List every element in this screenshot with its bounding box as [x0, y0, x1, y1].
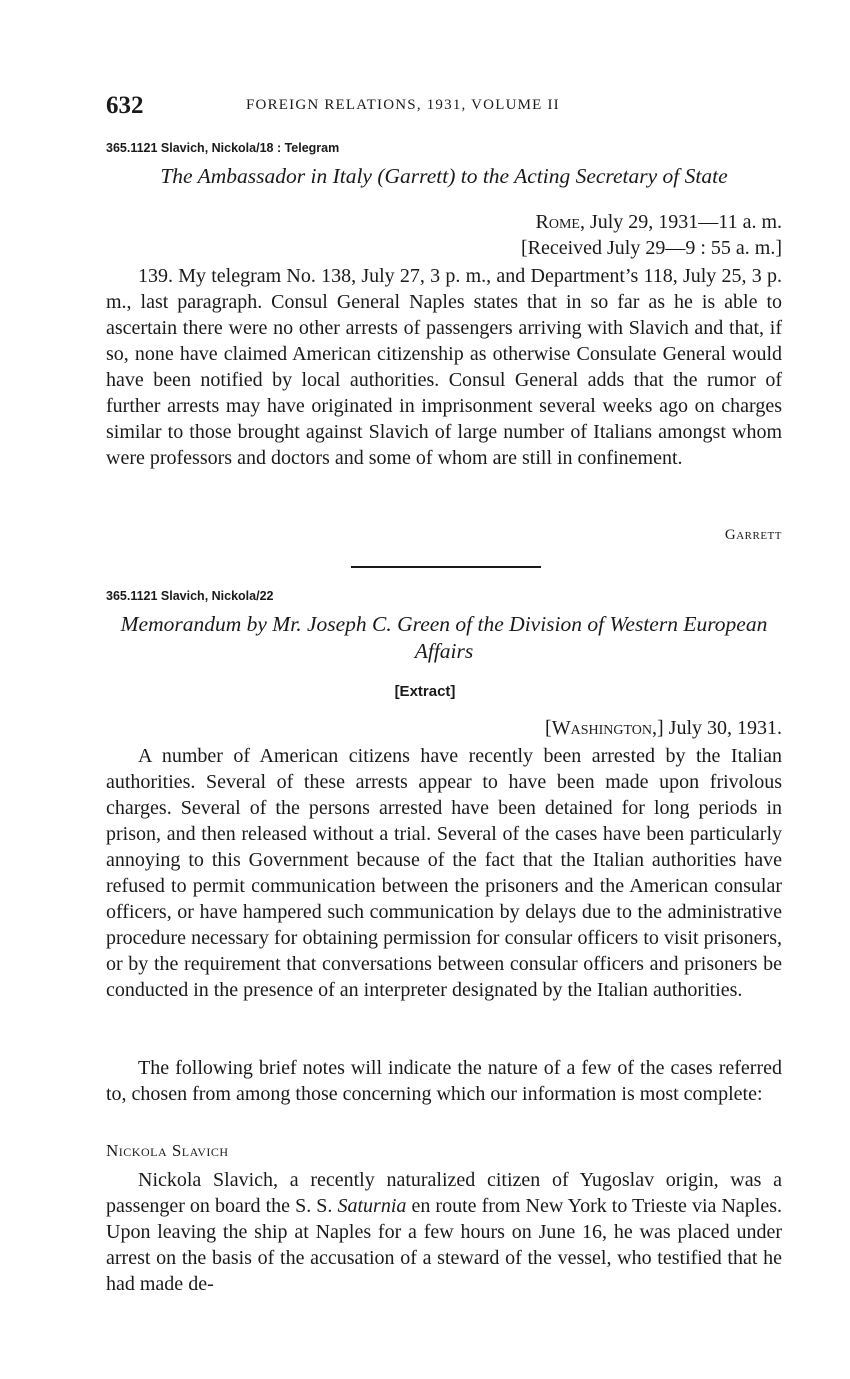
- signature: Garrett: [724, 527, 782, 543]
- received-line: [Received July 29—9 : 55 a. m.]: [520, 237, 782, 259]
- ship-name: Saturnia: [337, 1195, 407, 1217]
- paragraph: A number of American citizens have recently been arrested by the Italian authorities. Several of these arrests appear to have been made upon frivolous charges. Several of the persons arrested have been detained for long periods in prison, and then released without a trial. Several of the cases have been particularly annoying to this Government because of the fact that the Italian authorities have refused to permit communication between the prisoners and the American consular officers, or have hampered such communication by delays due to the administrative procedure necessary for obtaining permission for consular officers to visit prisoners, or by the requirement that conversations between consular officers and prisoners be conducted in the presence of an interpreter designated by the Italian authorities.: [106, 745, 782, 1001]
- paragraph-text: Nickola Slavich, a recently naturalized citizen of Yugoslav origin, was a passenger on board the S. S.: [106, 1169, 782, 1217]
- page-number: 632: [106, 92, 144, 119]
- dateline: [545, 715, 782, 741]
- document-title: Memorandum by Mr. Joseph C. Green of the Division of Western European Affairs: [120, 612, 768, 663]
- dateline-place: Rome: [535, 211, 580, 233]
- extract-label: [Extract]: [394, 683, 456, 700]
- dateline: [536, 209, 782, 235]
- running-head: FOREIGN RELATIONS, 1931, VOLUME II: [246, 97, 560, 113]
- dateline-date: , July 29, 1931—11 a. m.: [579, 211, 782, 233]
- paragraph: The following brief notes will indicate the nature of a few of the cases referred to, chosen from among those concerning which our information is most complete:: [106, 1057, 782, 1105]
- paragraph: [106, 1167, 782, 1297]
- dateline-place: [Washington,]: [545, 717, 664, 739]
- section-divider: [351, 566, 541, 568]
- file-reference: 365.1121 Slavich, Nickola/18 : Telegram: [106, 141, 340, 155]
- file-reference: 365.1121 Slavich, Nickola/22: [106, 589, 274, 603]
- telegram-body: 139. My telegram No. 138, July 27, 3 p. m., and Department’s 118, July 25, 3 p. m., last paragraph. Consul General Naples states that in so far as he is able to ascertain there were no other arrests of passengers arriving with Slavich and that, if so, none have claimed American citizenship as otherwise Consulate General would have been notified by local authorities. Consul General adds that the rumor of further arrests may have originated in imprisonment several weeks ago on charges similar to those brought against Slavich of large number of Italians amongst whom were professors and doctors and some of whom are still in confinement.: [106, 265, 782, 469]
- page-header: [106, 92, 782, 124]
- section-subheading: Nickola Slavich: [106, 1141, 229, 1160]
- paragraph-text: en route from New York to Trieste via Naples. Upon leaving the ship at Naples for a few hours on June 16, he was placed under arrest on the basis of the accusation of a steward of the vessel, who testified that he had made de-: [106, 1195, 782, 1295]
- dateline-date: July 30, 1931.: [663, 717, 782, 739]
- document-title: The Ambassador in Italy (Garrett) to the Acting Secretary of State: [160, 164, 728, 188]
